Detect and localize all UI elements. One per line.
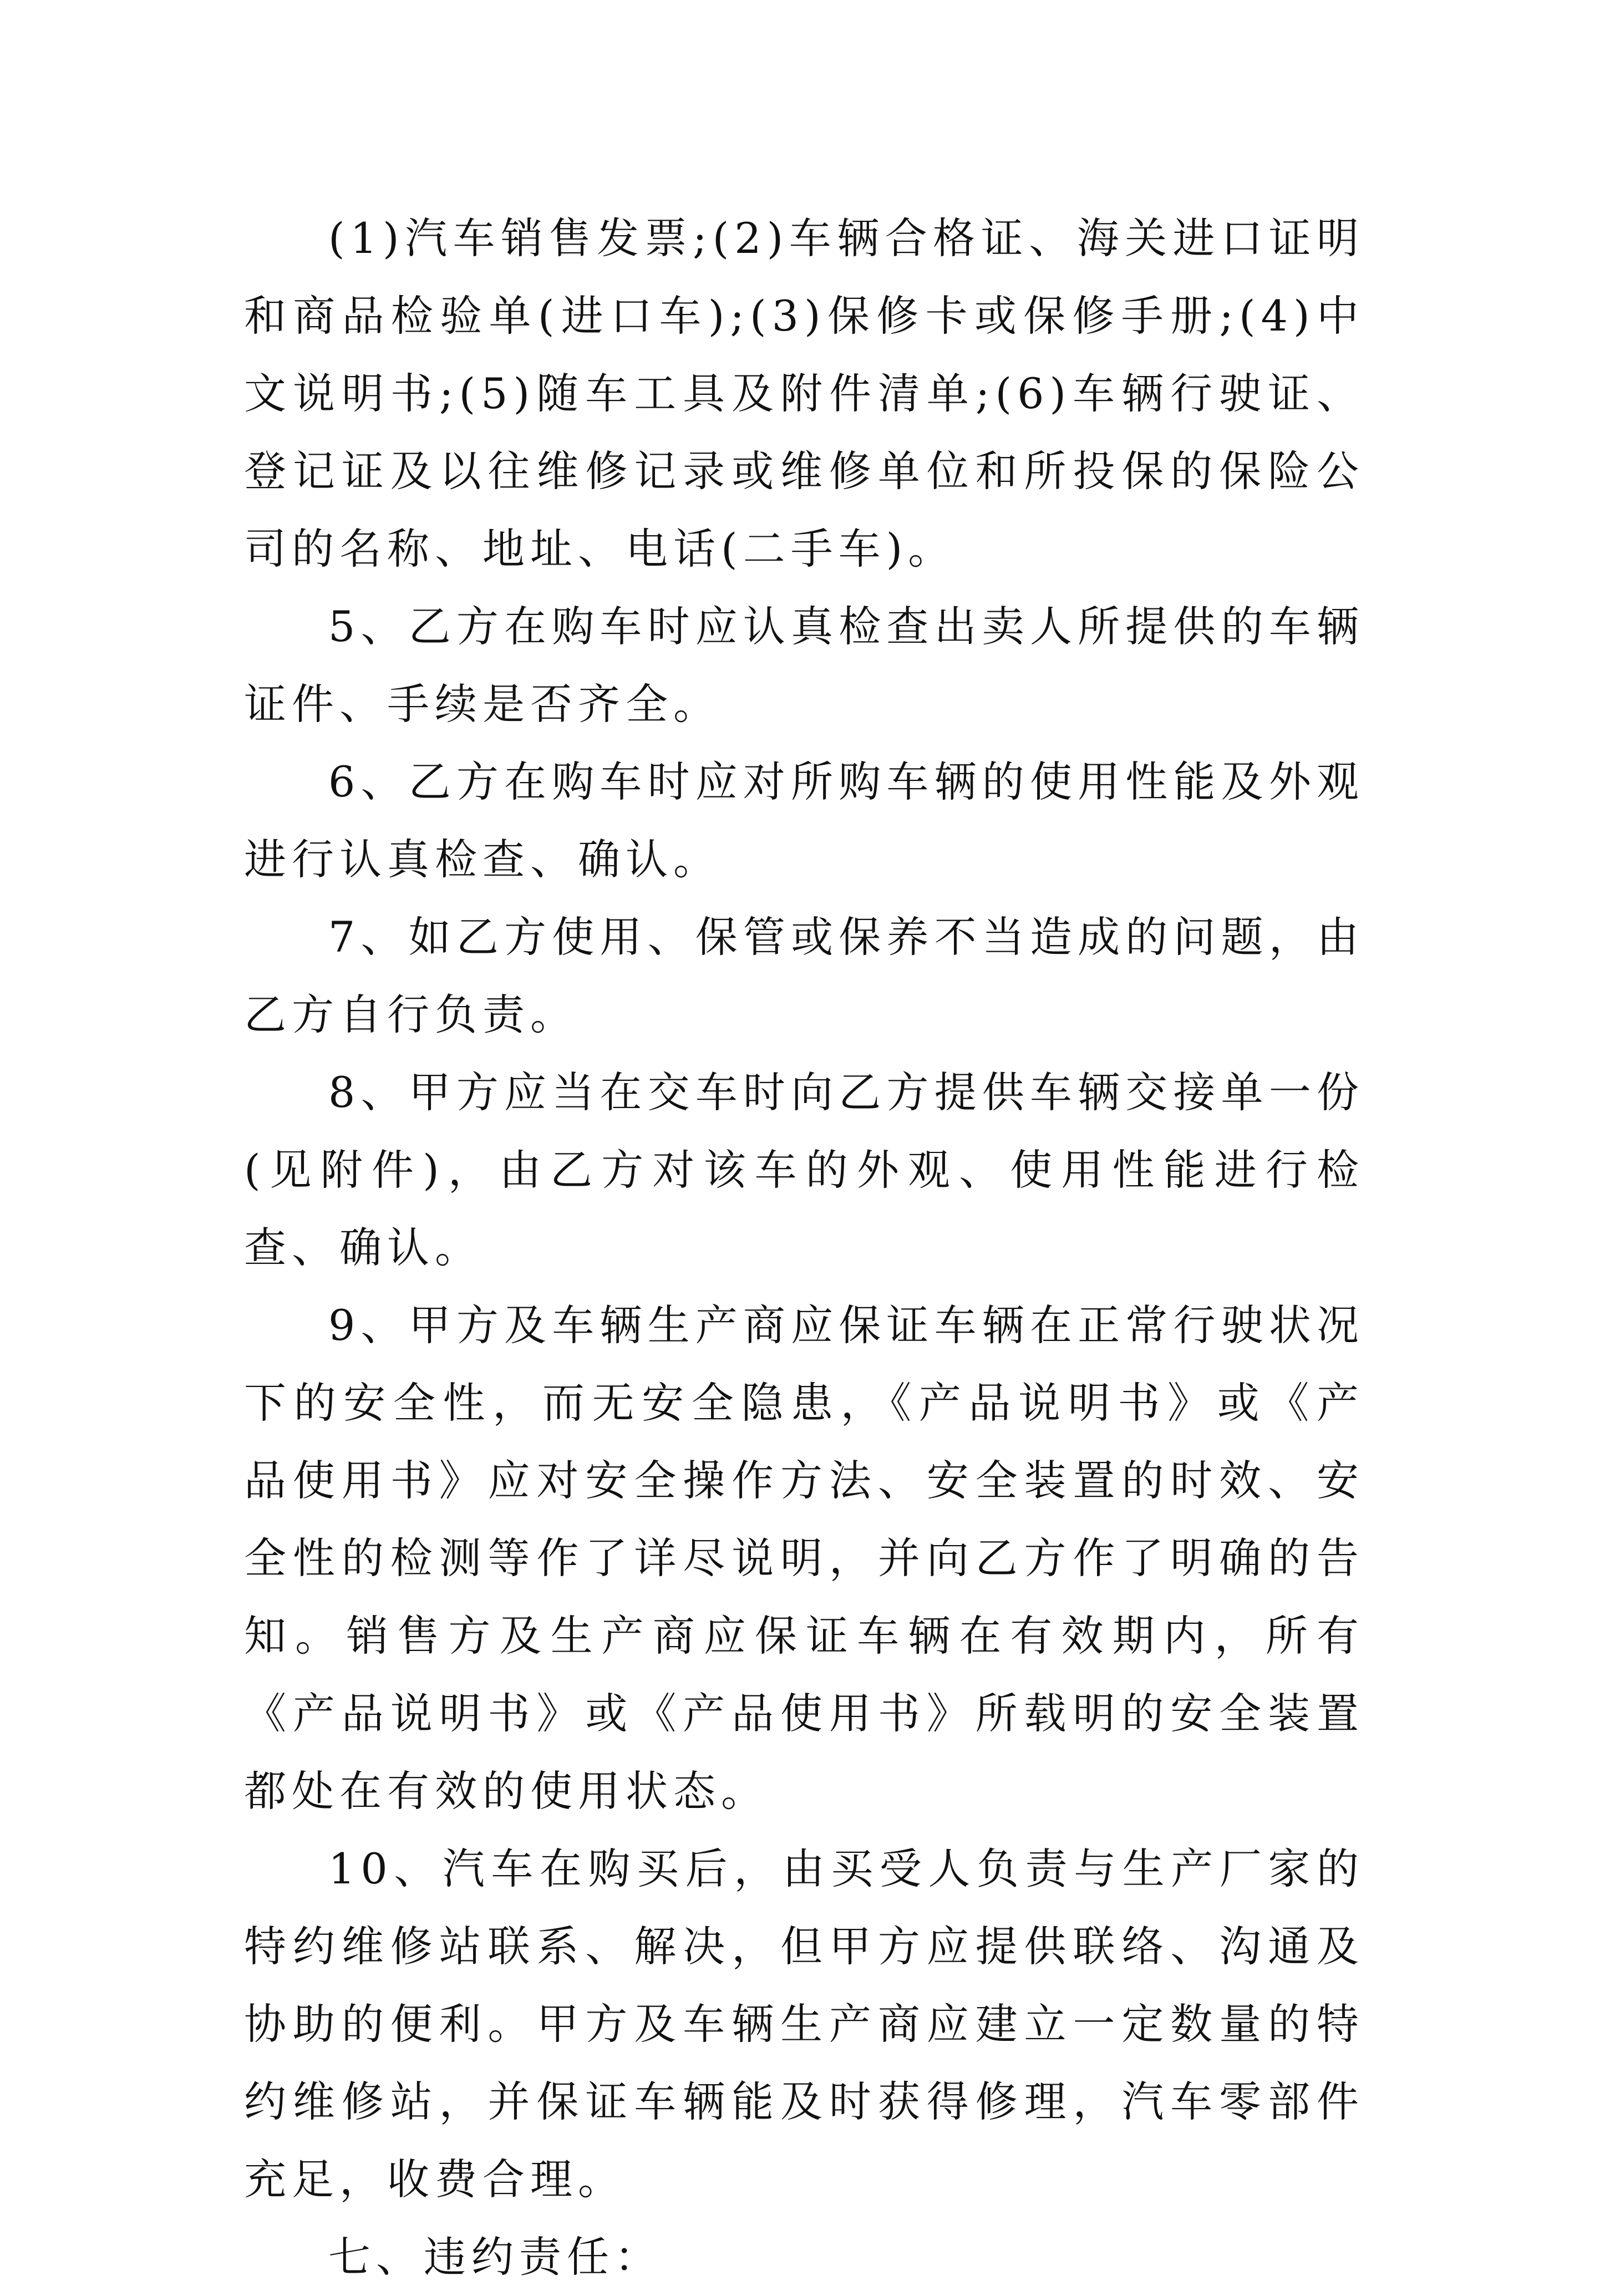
paragraph-required-documents: (1)汽车销售发票;(2)车辆合格证、海关进口证明和商品检验单(进口车);(3)保修卡或保修手册;(4)中文说明书;(5)随车工具及附件清单;(6)车辆行驶证、登记证及以往维修记录或维修单位和所投保的保险公司的名称、地址、电话(二手车)。: [244, 214, 1364, 573]
document-body: [244, 200, 1364, 2296]
section-heading-breach-liability: 七、违约责任：: [328, 2232, 662, 2282]
paragraph-clause-7: 7、如乙方使用、保管或保养不当造成的问题，由乙方自行负责。: [244, 912, 1364, 1039]
paragraph-clause-10: 10、汽车在购买后，由买受人负责与生产厂家的特约维修站联系、解决，但甲方应提供联络、沟通及协助的便利。甲方及车辆生产商应建立一定数量的特约维修站，并保证车辆能及时获得修理，汽车零部件充足，收费合理。: [244, 1844, 1364, 2204]
paragraph-clause-8: 8、甲方应当在交车时向乙方提供车辆交接单一份(见附件)，由乙方对该车的外观、使用性能进行检查、确认。: [244, 1068, 1364, 1272]
paragraph-clause-5: 5、乙方在购车时应认真检查出卖人所提供的车辆证件、手续是否齐全。: [244, 602, 1364, 729]
paragraph-clause-6: 6、乙方在购车时应对所购车辆的使用性能及外观进行认真检查、确认。: [244, 757, 1364, 884]
paragraph-clause-9: 9、甲方及车辆生产商应保证车辆在正常行驶状况下的安全性，而无安全隐患，《产品说明书》或《产品使用书》应对安全操作方法、安全装置的时效、安全性的检测等作了详尽说明，并向乙方作了明确的告知。销售方及生产商应保证车辆在有效期内，所有《产品说明书》或《产品使用书》所载明的安全装置都处在有效的使用状态。: [244, 1301, 1364, 1816]
